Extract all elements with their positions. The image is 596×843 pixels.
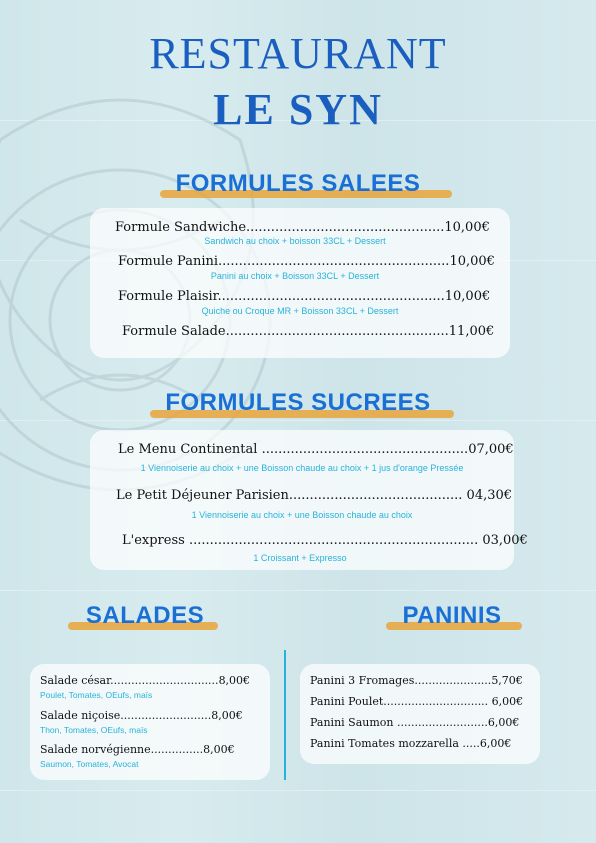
- item-name: Formule Panini: [118, 254, 219, 269]
- menu-item-formule-sandwiche: [115, 220, 490, 235]
- item-description: Sandwich au choix + boisson 33CL + Dessert: [204, 236, 386, 246]
- menu-item-panini-tomates-mozzarella: [310, 737, 511, 750]
- item-price: 8,00€: [203, 743, 235, 756]
- item-description: Thon, Tomates, OEufs, maïs: [40, 725, 148, 735]
- menu-item-express: [122, 533, 528, 548]
- item-price: 8,00€: [211, 709, 243, 722]
- item-description: Quiche ou Croque MR + Boisson 33CL + Dessert: [201, 306, 399, 316]
- item-name: Formule Plaisir: [118, 289, 218, 304]
- item-name: Le Menu Continental: [118, 442, 262, 457]
- item-dots: ..........................: [396, 716, 488, 729]
- item-dots: ..........................................: [288, 488, 463, 503]
- item-dots: ......................: [414, 674, 492, 687]
- item-description: 1 Viennoiserie au choix + une Boisson chaude au choix + 1 jus d'orange Pressée: [140, 463, 464, 473]
- restaurant-title-line1: RESTAURANT: [149, 29, 447, 78]
- item-name: Salade niçoise: [40, 709, 121, 722]
- item-name: Formule Salade: [122, 324, 226, 339]
- item-name: Formule Sandwiche: [115, 220, 247, 235]
- item-dots: ......................................................................: [188, 533, 479, 548]
- item-description: 1 Viennoiserie au choix + une Boisson chaude au choix: [191, 510, 413, 520]
- menu-item-petit-dejeuner: [116, 488, 512, 503]
- item-dots: ..........................: [120, 709, 212, 722]
- item-price: 07,00€: [468, 442, 514, 457]
- item-description: Saumon, Tomates, Avocat: [40, 759, 139, 769]
- section-title-formules-sucrees: FORMULES SUCREES: [165, 389, 431, 416]
- item-name: Salade norvégienne: [40, 743, 151, 756]
- item-name: Panini Tomates mozzarella: [310, 737, 463, 750]
- item-price: 5,70€: [491, 674, 523, 687]
- section-title-paninis: PANINIS: [402, 602, 502, 629]
- item-price: 6,00€: [479, 737, 512, 750]
- item-name: Le Petit Déjeuner Parisien: [116, 488, 289, 503]
- item-price: 8,00€: [218, 674, 251, 687]
- item-price: 6,00€: [487, 716, 520, 729]
- menu-item-formule-panini: [118, 254, 495, 269]
- item-price: 04,30€: [462, 488, 513, 503]
- item-price: 03,00€: [478, 533, 528, 548]
- column-divider: [284, 650, 286, 780]
- menu-item-panini-saumon: [310, 716, 519, 729]
- menu-item-panini-poulet: [310, 695, 523, 708]
- item-dots: ...............: [150, 743, 204, 756]
- section-title-formules-salees: FORMULES SALEES: [175, 170, 421, 197]
- item-description: Poulet, Tomates, OEufs, maïs: [40, 690, 153, 700]
- menu-item-salade-cesar: [40, 674, 250, 687]
- item-dots: ................................................: [246, 220, 445, 235]
- item-name: Panini 3 Fromages: [310, 674, 415, 687]
- item-price: 11,00€: [448, 324, 495, 339]
- item-price: 10,00€: [444, 289, 491, 304]
- item-description: 1 Croissant + Expresso: [253, 553, 347, 563]
- item-name: L'express: [122, 533, 189, 548]
- menu-item-panini-3-fromages: [310, 674, 523, 687]
- item-dots: ......................................................: [225, 324, 449, 339]
- section-title-salades: SALADES: [85, 602, 205, 629]
- menu-item-salade-nicoise: [40, 709, 243, 722]
- item-dots: ..............................: [383, 695, 489, 708]
- menu-item-formule-plaisir: [118, 289, 490, 304]
- item-price: 10,00€: [449, 254, 495, 269]
- item-dots: ........................................................: [218, 254, 450, 269]
- wood-plank-line: [0, 790, 596, 791]
- item-name: Panini Saumon: [310, 716, 397, 729]
- menu-item-salade-norvegienne: [40, 743, 235, 756]
- item-dots: .......................................................: [217, 289, 445, 304]
- item-dots: ..................................................: [261, 442, 469, 457]
- menu-item-menu-continental: [118, 442, 514, 457]
- item-dots: ...............................: [110, 674, 219, 687]
- item-description: Panini au choix + Boisson 33CL + Dessert: [210, 271, 380, 281]
- menu-item-formule-salade: [122, 324, 494, 339]
- restaurant-title-line2: LE SYN: [213, 85, 383, 134]
- item-price: 10,00€: [444, 220, 490, 235]
- item-name: Salade césar: [40, 674, 111, 687]
- item-price: 6,00€: [488, 695, 524, 708]
- item-dots: .....: [462, 737, 480, 750]
- item-name: Panini Poulet: [310, 695, 384, 708]
